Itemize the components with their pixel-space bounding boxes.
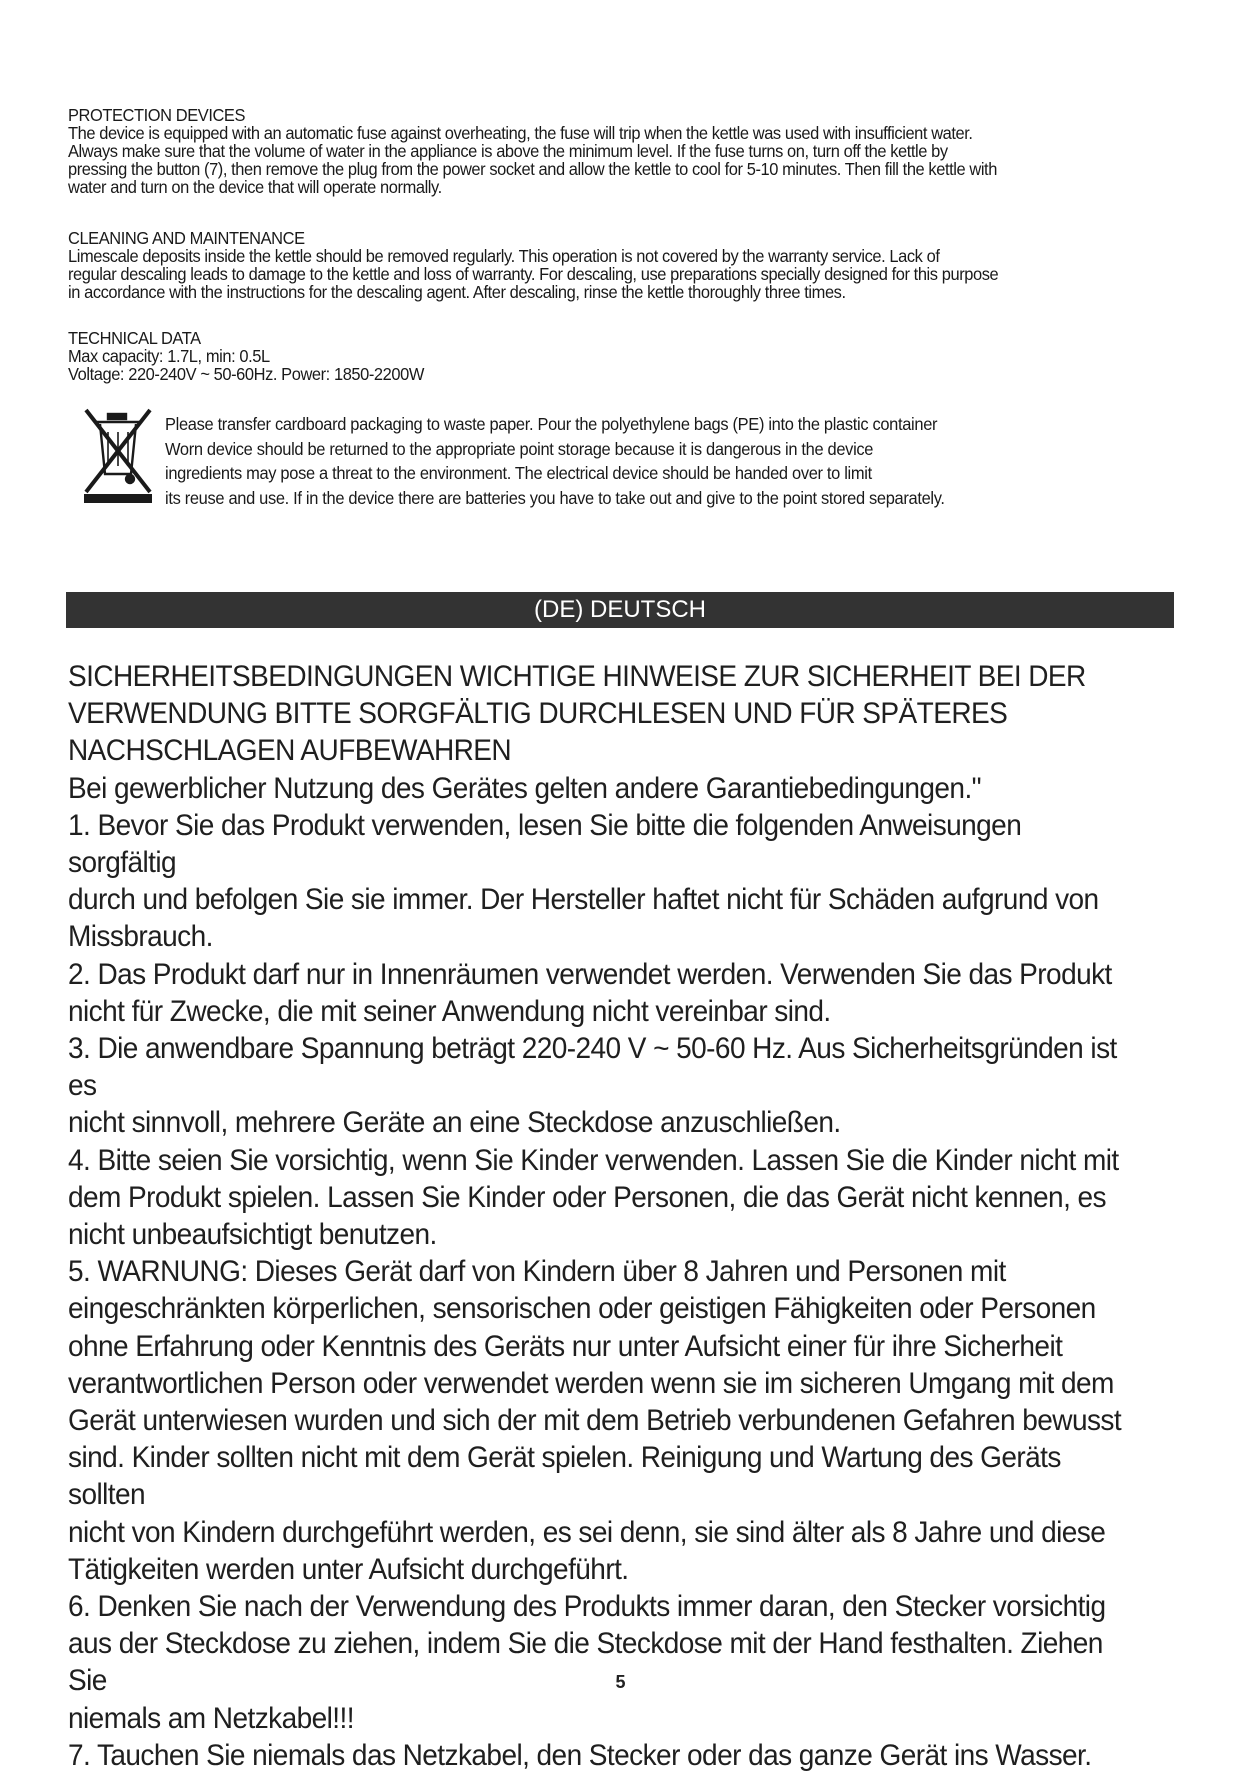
text-line: 4. Bitte seien Sie vorsichtig, wenn Sie Kinder verwenden. Lassen Sie die Kinder nicht mit — [68, 1143, 1119, 1177]
text-line: nicht für Zwecke, die mit seiner Anwendung nicht vereinbar sind. — [68, 994, 831, 1028]
text-line: 1. Bevor Sie das Produkt verwenden, lesen Sie bitte die folgenden Anweisungen sorgfältig — [68, 808, 1022, 880]
text-line: aus der Steckdose zu ziehen, indem Sie die Steckdose mit der Hand festhalten. Ziehen Sie — [68, 1627, 1103, 1698]
text-line: sind. Kinder sollten nicht mit dem Gerät spielen. Reinigung und Wartung des Geräts sollten — [68, 1441, 1061, 1512]
text-line: 3. Die anwendbare Spannung beträgt 220-240 V ~ 50-60 Hz. Aus Sicherheitsgründen ist es — [68, 1032, 1117, 1103]
text-line: Tätigkeiten werden unter Aufsicht durchgeführt. — [68, 1552, 629, 1586]
text-line: Bei gewerblicher Nutzung des Gerätes gelten andere Garantiebedingungen." — [68, 771, 982, 805]
heading-line: NACHSCHLAGEN AUFBEWAHREN — [68, 734, 512, 768]
text-line: nicht unbeaufsichtigt benutzen. — [68, 1218, 437, 1252]
text-line: The device is equipped with an automatic fuse against overheating, the fuse will trip when the kettle was used with insufficient water. — [68, 123, 973, 143]
text-line: Max capacity: 1.7L, min: 0.5L — [68, 346, 270, 366]
page-number: 5 — [615, 1672, 626, 1692]
text-line: nicht sinnvoll, mehrere Geräte an eine Steckdose anzuschließen. — [68, 1106, 841, 1140]
text-line: pressing the button (7), then remove the plug from the power socket and allow the kettle to cool for 5-10 minutes. Then fill the kettle with — [68, 159, 997, 179]
text-line: dem Produkt spielen. Lassen Sie Kinder oder Personen, die das Gerät nicht kennen, es — [68, 1180, 1106, 1214]
language-section-header: (DE) DEUTSCH — [66, 592, 1174, 628]
technical-data-section — [68, 329, 1111, 383]
section-title: TECHNICAL DATA — [68, 328, 201, 348]
text-line: ohne Erfahrung oder Kenntnis des Geräts nur unter Aufsicht einer für ihre Sicherheit — [68, 1329, 1063, 1363]
text-line: Please transfer cardboard packaging to waste paper. Pour the polyethylene bags (PE) into the plastic container — [165, 414, 938, 434]
section-title: CLEANING AND MAINTENANCE — [68, 228, 305, 248]
text-line: Voltage: 220-240V ~ 50-60Hz. Power: 1850-2200W — [68, 364, 424, 384]
text-line: Gerät unterwiesen wurden und sich der mit dem Betrieb verbundenen Gefahren bewusst — [68, 1404, 1122, 1438]
disposal-notice — [165, 412, 1124, 510]
text-line: 5. WARNUNG: Dieses Gerät darf von Kindern über 8 Jahren und Personen mit — [68, 1255, 1006, 1289]
protection-devices-section — [68, 106, 1111, 196]
text-line: water and turn on the device that will operate normally. — [68, 177, 442, 197]
text-line: Always make sure that the volume of water in the appliance is above the minimum level. If the fuse turns on, turn off the kettle by — [68, 141, 948, 161]
deutsch-safety-section — [68, 658, 1132, 1774]
text-line: Limescale deposits inside the kettle should be removed regularly. This operation is not covered by the warranty service. Lack of — [68, 246, 940, 266]
text-line: eingeschränkten körperlichen, sensorischen oder geistigen Fähigkeiten oder Personen — [68, 1292, 1096, 1326]
heading-line: VERWENDUNG BITTE SORGFÄLTIG DURCHLESEN UND FÜR SPÄTERES — [68, 697, 1008, 731]
text-line: niemals am Netzkabel!!! — [68, 1701, 354, 1735]
text-line: durch und befolgen Sie sie immer. Der Hersteller haftet nicht für Schäden aufgrund von — [68, 883, 1099, 917]
text-line: in accordance with the instructions for the descaling agent. After descaling, rinse the kettle thoroughly three times. — [68, 282, 846, 302]
text-line: Missbrauch. — [68, 920, 213, 954]
cleaning-maintenance-section — [68, 229, 1111, 301]
text-line: 7. Tauchen Sie niemals das Netzkabel, den Stecker oder das ganze Gerät ins Wasser. — [68, 1738, 1092, 1772]
text-line: its reuse and use. If in the device there are batteries you have to take out and give to the point stored separately. — [165, 487, 945, 508]
section-title: PROTECTION DEVICES — [68, 105, 246, 125]
text-line: ingredients may pose a threat to the environment. The electrical device should be handed over to limit — [165, 463, 872, 483]
text-line: regular descaling leads to damage to the kettle and loss of warranty. For descaling, use preparations specially designed for this purpose — [68, 264, 999, 284]
text-line: Worn device should be returned to the appropriate point storage because it is dangerous in the device — [165, 438, 874, 459]
heading-line: SICHERHEITSBEDINGUNGEN WICHTIGE HINWEISE ZUR SICHERHEIT BEI DER — [68, 660, 1086, 693]
text-line: 2. Das Produkt darf nur in Innenräumen verwendet werden. Verwenden Sie das Produkt — [68, 957, 1112, 991]
text-line: verantwortlichen Person oder verwendet werden wenn sie im sicheren Umgang mit dem — [68, 1366, 1114, 1400]
text-line: 6. Denken Sie nach der Verwendung des Produkts immer daran, den Stecker vorsichtig — [68, 1590, 1106, 1624]
text-line: nicht von Kindern durchgeführt werden, es sei denn, sie sind älter als 8 Jahre und diese — [68, 1515, 1106, 1549]
crossed-out-wheelie-bin-icon — [82, 408, 154, 504]
